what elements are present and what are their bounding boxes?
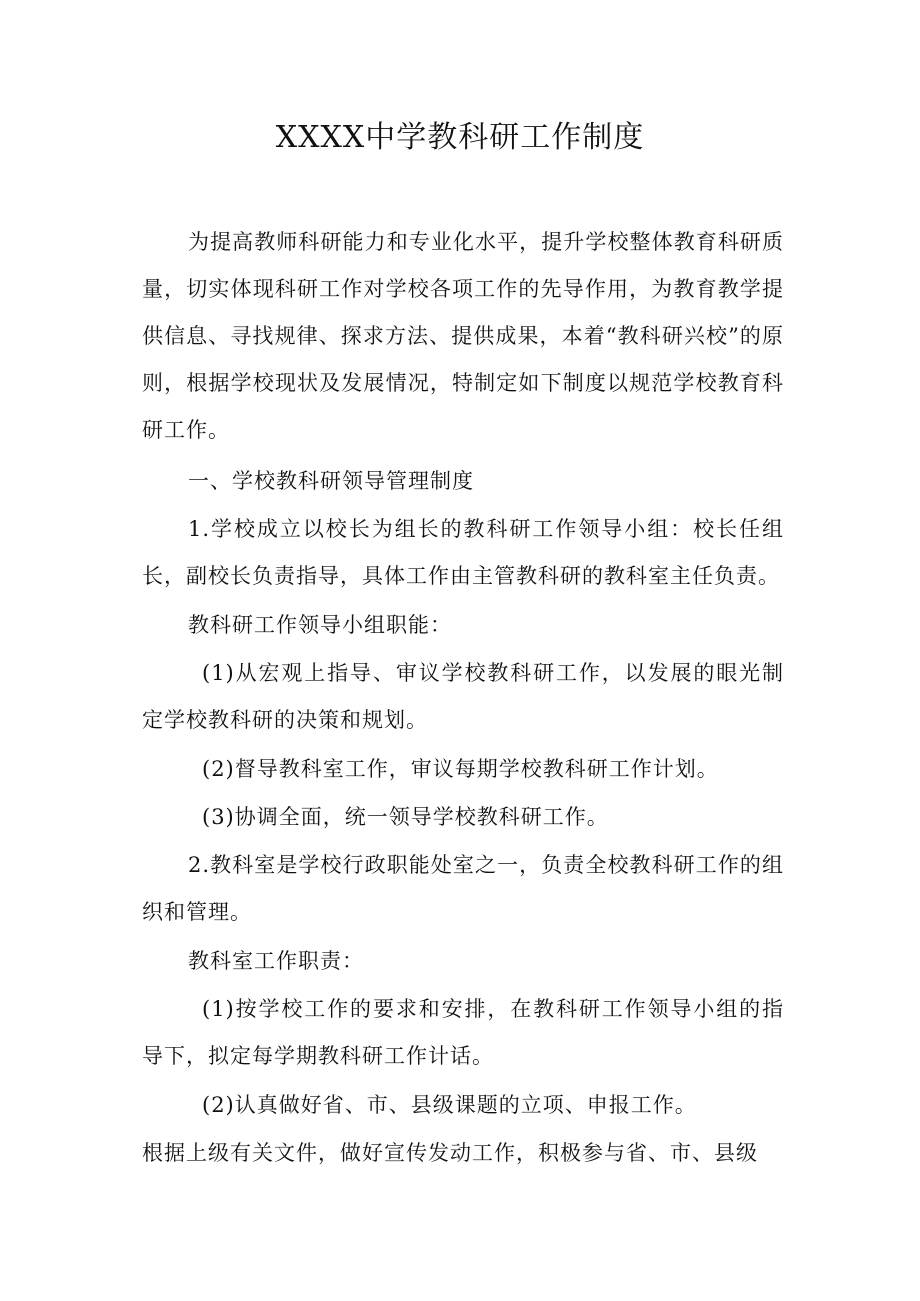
paragraph-subheading-functions: 教科研工作领导小组职能： — [188, 613, 452, 637]
document-title: XXXX中学教科研工作制度 — [275, 120, 645, 155]
paragraph-duty-1: (1)按学校工作的要求和安排，在教科研工作领导小组的指导下，拟定每学期教科研工作计话。 — [142, 997, 784, 1068]
paragraph-function-1: (1)从宏观上指导、审议学校教科研工作，以发展的眼光制定学校教科研的决策和规划。 — [142, 661, 784, 732]
paragraph-function-3: (3)协调全面，统一领导学校教科研工作。 — [202, 805, 609, 829]
section-heading-1: 一、学校教科研领导管理制度 — [188, 469, 474, 493]
paragraph-duty-2: (2)认真做好省、市、县级课题的立项、申报工作。 — [202, 1093, 697, 1117]
paragraph-function-2: (2)督导教科室工作，审议每期学校教科研工作计划。 — [202, 757, 719, 781]
paragraph-item-2: 2.教科室是学校行政职能处室之一，负责全校教科研工作的组织和管理。 — [142, 853, 784, 924]
paragraph-item-1: 1.学校成立以校长为组长的教科研工作领导小组：校长任组长，副校长负责指导，具体工作由主管教科研的教科室主任负责。 — [142, 517, 784, 588]
paragraph-continuation: 根据上级有关文件，做好宣传发动工作，积极参与省、市、县级 — [142, 1141, 758, 1165]
paragraph-subheading-duties: 教科室工作职责： — [188, 949, 364, 973]
intro-paragraph: 为提高教师科研能力和专业化水平，提升学校整体教育科研质量，切实体现科研工作对学校各项工作的先导作用，为教育教学提供信息、寻找规律、探求方法、提供成果，本着“教科研兴校”的原则，根据学校现状及发展情况，特制定如下制度以规范学校教育科研工作。 — [142, 230, 784, 442]
